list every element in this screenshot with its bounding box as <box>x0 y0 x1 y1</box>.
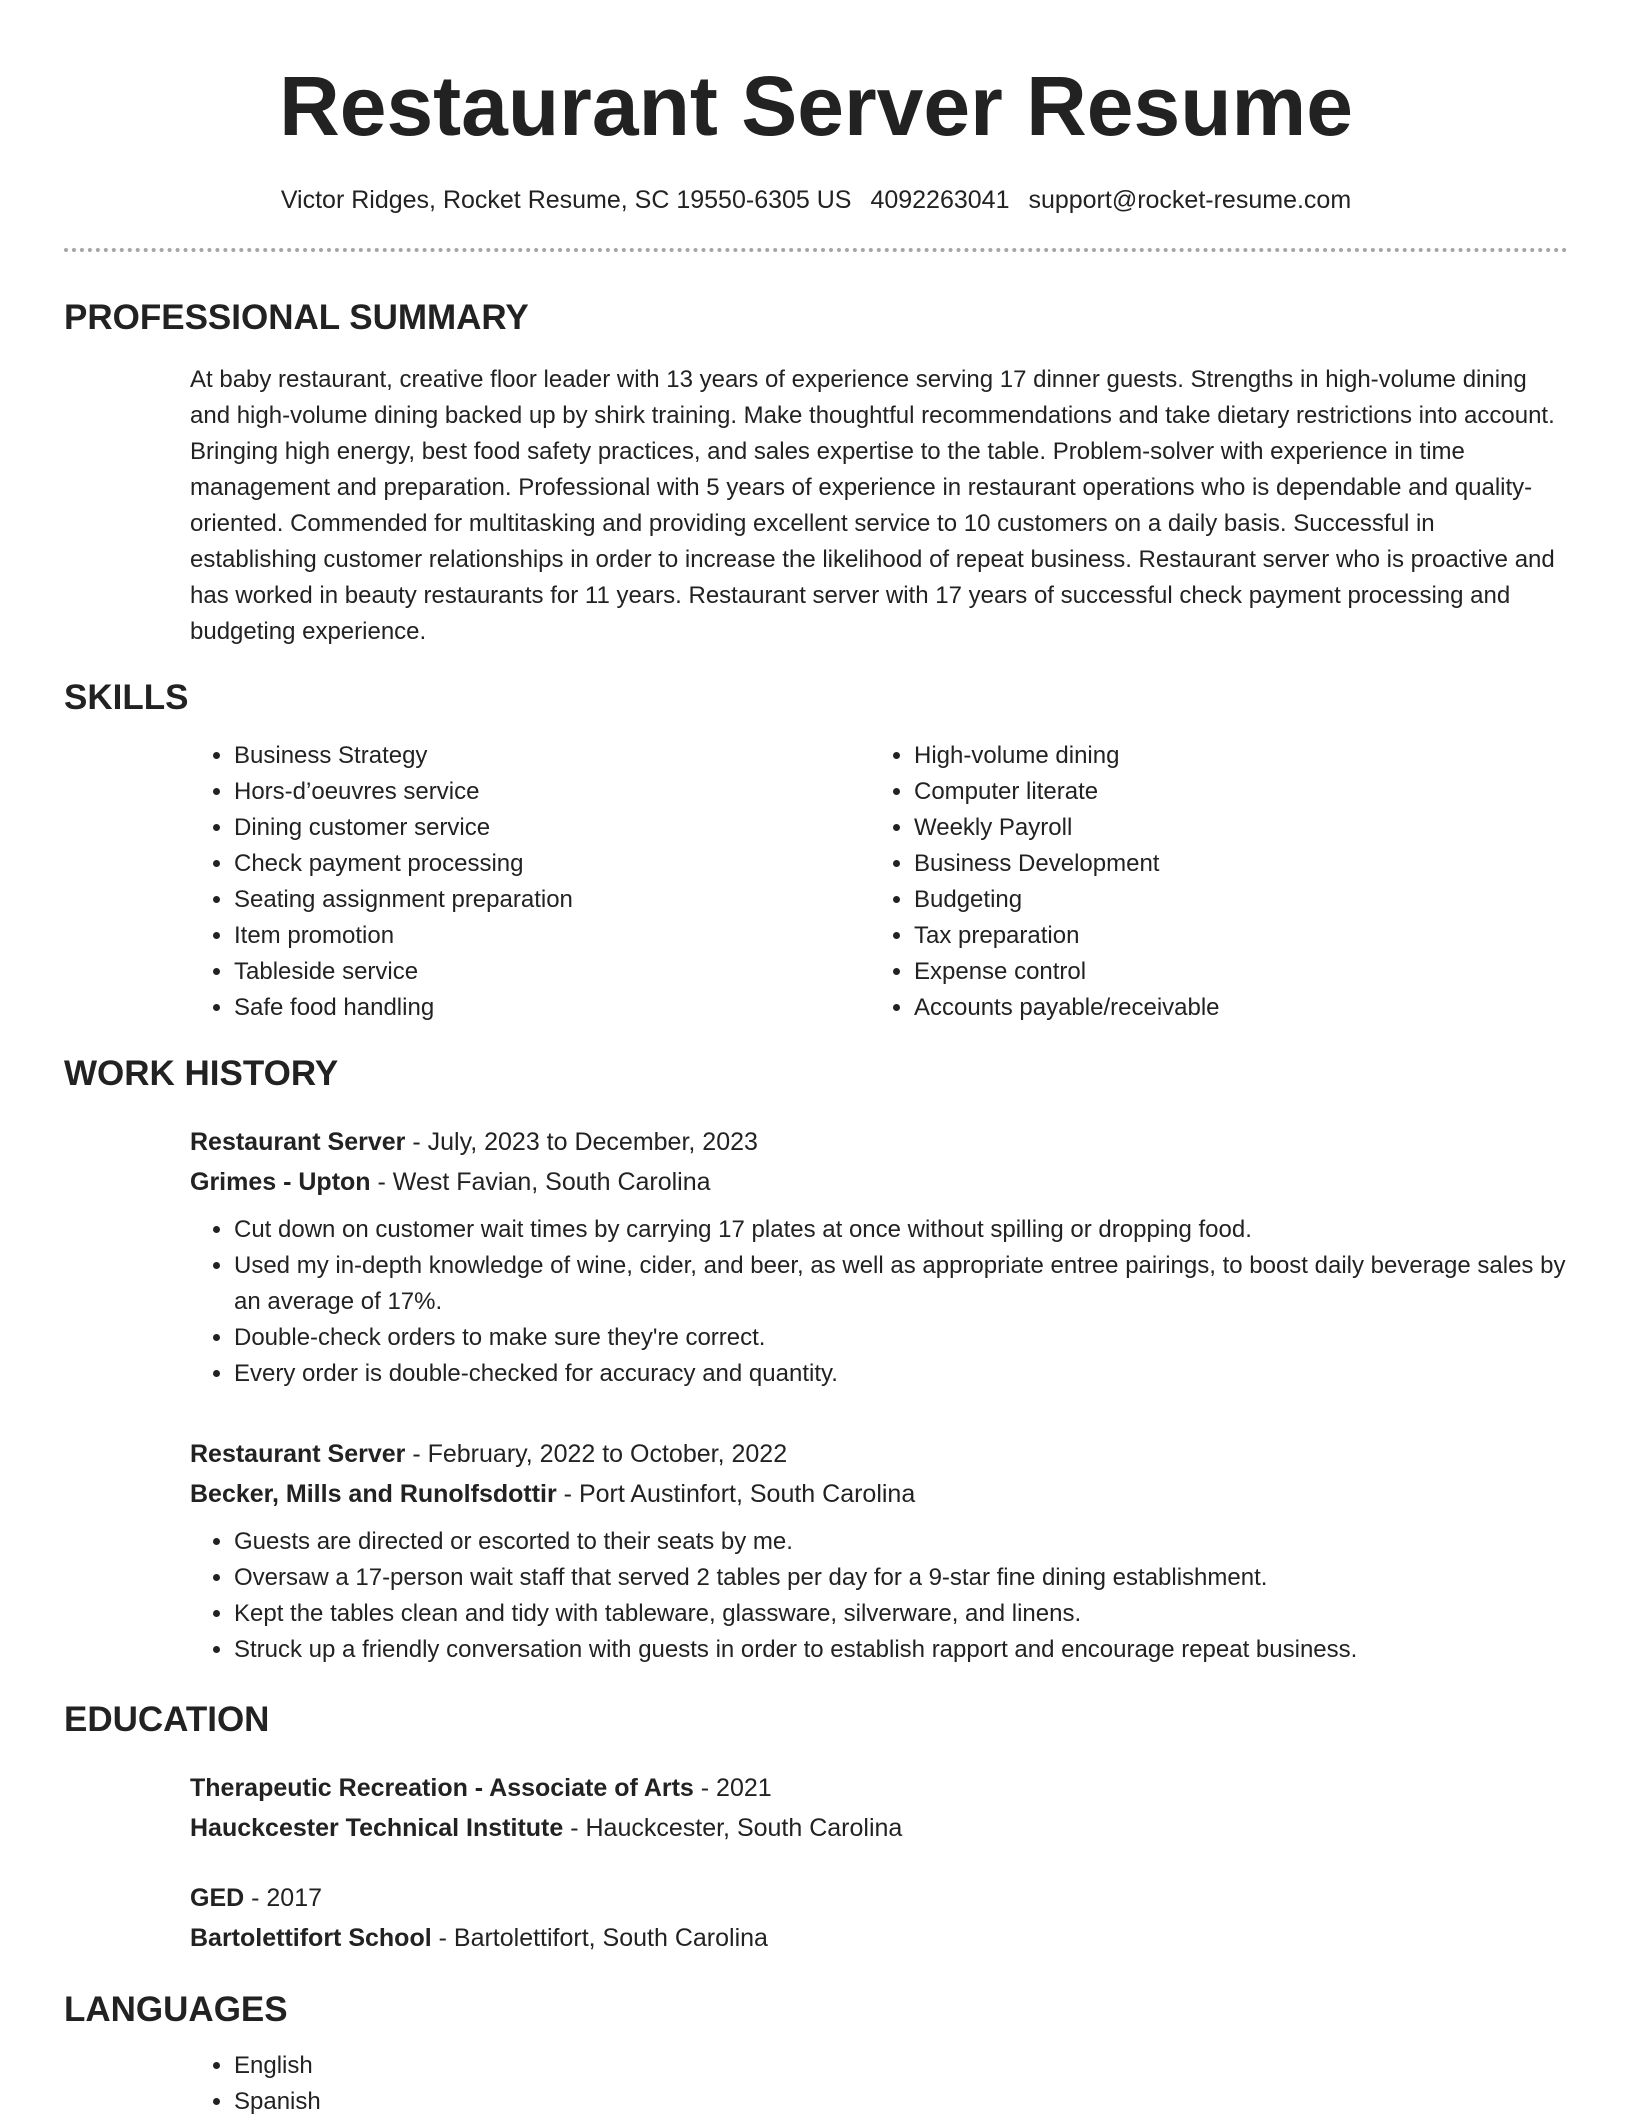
job-company: Grimes - Upton <box>190 1168 371 1196</box>
education-heading: EDUCATION <box>64 1700 270 1739</box>
job-entry <box>190 1122 1568 1392</box>
skills-column-right <box>870 738 1550 1026</box>
school: Hauckcester Technical Institute <box>190 1814 564 1842</box>
page-title: Restaurant Server Resume <box>279 59 1353 153</box>
job-company-line <box>190 1162 1568 1202</box>
skill-item: • High-volume dining <box>914 738 1550 774</box>
job-company: Becker, Mills and Runolfsdottir <box>190 1480 557 1508</box>
job-title: Restaurant Server <box>190 1440 406 1468</box>
skill-item: • Hors-d’oeuvres service <box>234 774 870 810</box>
skill-item: • Check payment processing <box>234 846 870 882</box>
degree-year: - 2017 <box>244 1884 323 1912</box>
languages-list <box>190 2048 1568 2120</box>
job-entry <box>190 1434 1568 1668</box>
degree: Therapeutic Recreation - Associate of Arts <box>190 1774 694 1802</box>
job-bullet: • Oversaw a 17-person wait staff that served 2 tables per day for a 9-star fine dining establishment. <box>234 1560 1568 1596</box>
skills-heading: SKILLS <box>64 678 189 717</box>
job-dates: - February, 2022 to October, 2022 <box>405 1440 788 1468</box>
skill-item: • Seating assignment preparation <box>234 882 870 918</box>
job-bullet: • Struck up a friendly conversation with guests in order to establish rapport and encourage repeat business. <box>234 1632 1568 1668</box>
languages-heading: LANGUAGES <box>64 1990 288 2029</box>
job-bullet: • Guests are directed or escorted to their seats by me. <box>234 1524 1568 1560</box>
job-location: - Port Austinfort, South Carolina <box>556 1480 916 1508</box>
degree-line <box>190 1768 1568 1808</box>
job-title-line <box>190 1434 1568 1474</box>
contact-address: Victor Ridges, Rocket Resume, SC 19550-6305 US <box>280 186 852 214</box>
skill-item: • Expense control <box>914 954 1550 990</box>
skill-item: • Safe food handling <box>234 990 870 1026</box>
school-location: - Hauckcester, South Carolina <box>563 1814 903 1842</box>
language-item: • Spanish <box>234 2084 1568 2120</box>
summary-text: At baby restaurant, creative floor leader with 13 years of experience serving 17 dinner guests. Strengths in high-volume dining and high-volume dining backed up by shirk training. Make thoughtful recommendations and take dietary restrictions into account. Bringing high energy, best food safety practices, and sales expertise to the table. Problem-solver with experience in time management and preparation. Professional with 5 years of experience in restaurant operations who is dependable and quality-oriented. Commended for multitasking and providing excellent service to 10 customers on a daily basis. Successful in establishing customer relationships in order to increase the likelihood of repeat business. Restaurant server who is proactive and has worked in beauty restaurants for 11 years. Restaurant server with 17 years of successful check payment processing and budgeting experience. <box>190 366 1555 645</box>
work-history-heading: WORK HISTORY <box>64 1054 339 1093</box>
contact-line <box>64 182 1568 218</box>
job-bullet: • Kept the tables clean and tidy with tableware, glassware, silverware, and linens. <box>234 1596 1568 1632</box>
job-bullets <box>190 1212 1568 1392</box>
job-dates: - July, 2023 to December, 2023 <box>405 1128 758 1156</box>
skill-item: • Dining customer service <box>234 810 870 846</box>
job-title: Restaurant Server <box>190 1128 406 1156</box>
school-line <box>190 1918 1568 1958</box>
languages-items <box>190 2048 1568 2120</box>
skills-list <box>190 738 1568 1026</box>
school: Bartolettifort School <box>190 1924 432 1952</box>
summary-heading: PROFESSIONAL SUMMARY <box>64 298 529 337</box>
job-bullet: • Every order is double-checked for accuracy and quantity. <box>234 1356 1568 1392</box>
skill-item: • Accounts payable/receivable <box>914 990 1550 1026</box>
education-entry <box>190 1768 1568 1848</box>
skill-item: • Tax preparation <box>914 918 1550 954</box>
contact-email: support@rocket-resume.com <box>1028 186 1352 214</box>
degree-line <box>190 1878 1568 1918</box>
job-bullet: • Cut down on customer wait times by carrying 17 plates at once without spilling or dropping food. <box>234 1212 1568 1248</box>
job-company-line <box>190 1474 1568 1514</box>
job-location: - West Favian, South Carolina <box>370 1168 711 1196</box>
job-title-line <box>190 1122 1568 1162</box>
work-history <box>190 1122 1568 1668</box>
language-item: • English <box>234 2048 1568 2084</box>
skill-item: • Tableside service <box>234 954 870 990</box>
job-bullets <box>190 1524 1568 1668</box>
skill-item: • Item promotion <box>234 918 870 954</box>
contact-phone: 4092263041 <box>870 186 1010 214</box>
degree-year: - 2021 <box>693 1774 772 1802</box>
education-entry <box>190 1878 1568 1958</box>
skill-item: • Computer literate <box>914 774 1550 810</box>
skill-item: • Weekly Payroll <box>914 810 1550 846</box>
school-location: - Bartolettifort, South Carolina <box>431 1924 768 1952</box>
header-divider <box>64 248 1568 252</box>
skill-item: • Budgeting <box>914 882 1550 918</box>
degree: GED <box>190 1884 245 1912</box>
job-bullet: • Used my in-depth knowledge of wine, cider, and beer, as well as appropriate entree pairings, to boost daily beverage sales by an average of 17%. <box>234 1248 1568 1320</box>
education <box>190 1768 1568 1958</box>
skill-item: • Business Strategy <box>234 738 870 774</box>
job-bullet: • Double-check orders to make sure they're correct. <box>234 1320 1568 1356</box>
skills-column-left <box>190 738 870 1026</box>
skill-item: • Business Development <box>914 846 1550 882</box>
school-line <box>190 1808 1568 1848</box>
